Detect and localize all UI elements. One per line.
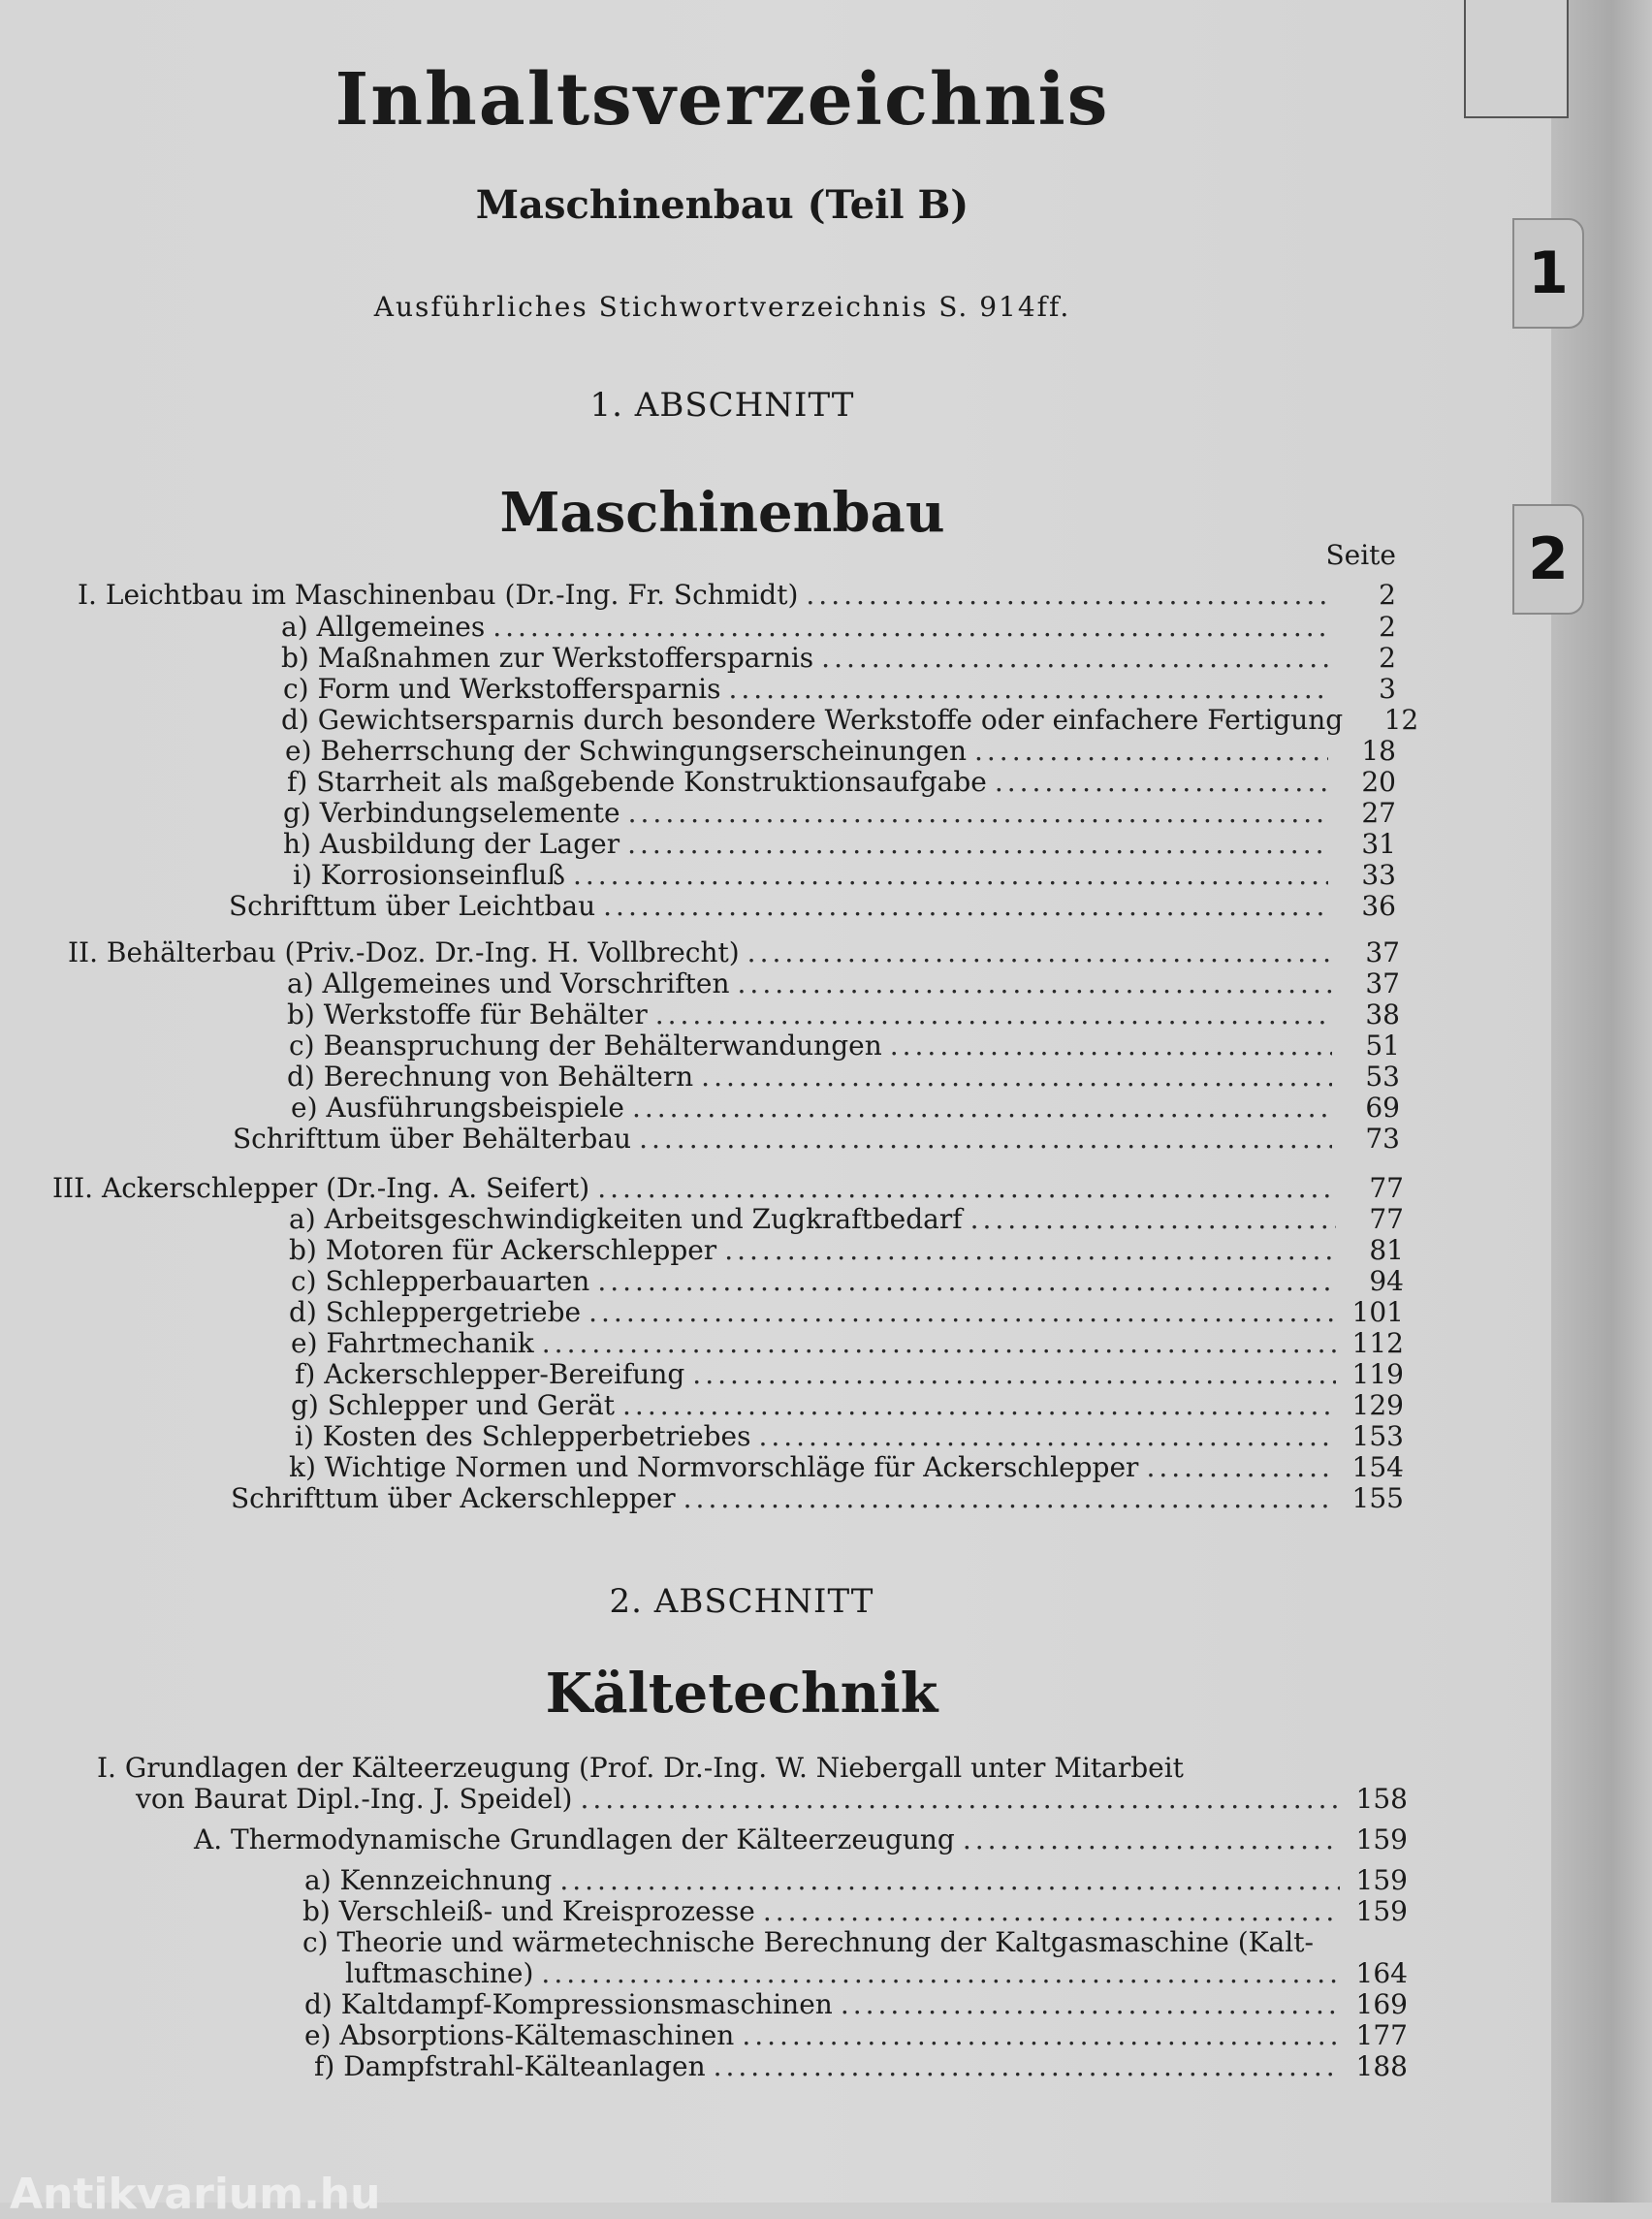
toc-entry-text: I. Leichtbau im Maschinenbau (Dr.-Ing. Fr. Schmidt) [78,579,799,611]
toc-entry-page: 69 [1365,1092,1400,1124]
toc-entry-text: Schrifttum über Ackerschlepper [231,1482,676,1514]
section-2-title: Kältetechnik [545,1662,938,1726]
toc-entry-page: 3 [1379,673,1396,705]
toc-entry-text: g) Schlepper und Gerät [291,1389,616,1421]
leader-dots [995,767,1328,798]
page-corner-box [1464,0,1569,118]
leader-dots [588,1297,1336,1328]
toc-entry-text: c) Schlepperbauarten [291,1265,590,1297]
leader-dots [597,1173,1336,1204]
toc-entry[interactable] [291,1390,1404,1421]
toc-entry-text: b) Werkstoffe für Behälter [287,999,648,1030]
toc-entry-page: 12 [1383,704,1419,736]
toc-entry-text: a) Arbeitsgeschwindigkeiten und Zugkraftbedarf [289,1203,963,1235]
leader-dots [758,1421,1336,1452]
toc-entry[interactable] [293,860,1396,891]
toc-entry[interactable] [68,937,1400,968]
toc-entry-text: e) Beherrschung der Schwingungserscheinungen [285,735,967,767]
thumb-index-tab-2[interactable]: 2 [1512,504,1584,615]
toc-entry[interactable] [314,2051,1408,2082]
toc-entry-text: d) Kaltdampf-Kompressionsmaschinen [304,1988,833,2020]
thumb-index-tab-1[interactable]: 1 [1512,218,1584,329]
leader-dots [806,580,1328,611]
leader-dots [628,798,1328,829]
toc-entry[interactable] [295,1421,1404,1452]
toc-entry[interactable] [289,1235,1404,1266]
toc-entry[interactable] [52,1173,1404,1204]
toc-entry-line: c) Theorie und wärmetechnische Berechnung der Kaltgasmaschine (Kalt- [302,1926,1314,1958]
toc-entry[interactable] [287,999,1400,1030]
toc-entry-text: i) Kosten des Schlepperbetriebes [295,1420,751,1452]
toc-entry[interactable] [287,1062,1400,1093]
leader-dots [597,1266,1336,1297]
toc-entry[interactable] [281,704,1419,736]
toc-entry[interactable] [295,1359,1404,1390]
toc-entry[interactable] [287,968,1400,999]
toc-entry-text: f) Starrheit als maßgebende Konstruktionsaufgabe [287,766,987,798]
toc-entry-page: 18 [1361,735,1396,767]
toc-entry-text: d) Berechnung von Behältern [287,1061,694,1093]
leader-dots [542,1328,1336,1359]
index-note: Ausführliches Stichwortverzeichnis S. 914ff. [373,291,1071,323]
leader-dots [1146,1452,1336,1483]
toc-entry-page: 154 [1351,1451,1404,1483]
toc-entry[interactable] [78,580,1396,611]
toc-entry-page: 164 [1355,1957,1408,1989]
toc-entry-page: 51 [1365,1030,1400,1062]
leader-dots [763,1896,1340,1927]
toc-entry-text: Schrifttum über Leichtbau [229,890,596,922]
toc-entry[interactable] [304,2020,1408,2051]
toc-entry-text: a) Allgemeines und Vorschriften [287,967,730,999]
toc-entry-text: f) Dampfstrahl-Kälteanlagen [314,2050,706,2082]
leader-dots [841,1989,1340,2020]
toc-entry-text: von Baurat Dipl.-Ing. J. Speidel) [136,1783,573,1815]
toc-entry-page: 27 [1361,797,1396,829]
toc-entry-page: 38 [1365,999,1400,1030]
toc-entry[interactable] [283,798,1396,829]
leader-dots [632,1093,1332,1124]
leader-dots [738,968,1332,999]
leader-dots [970,1204,1336,1235]
toc-entry-page: 77 [1369,1203,1404,1235]
toc-entry-text: k) Wichtige Normen und Normvorschläge für Ackerschlepper [289,1451,1139,1483]
toc-entry[interactable] [283,674,1396,705]
toc-entry[interactable] [194,1824,1408,1855]
page-edge [1551,0,1652,2203]
toc-entry-page: 112 [1351,1327,1404,1359]
toc-entry-page: 94 [1369,1265,1404,1297]
toc-entry-text: c) Form und Werkstoffersparnis [283,673,721,705]
toc-entry[interactable] [304,1989,1408,2020]
toc-entry-text: h) Ausbildung der Lager [283,828,620,860]
toc-entry[interactable] [289,1297,1404,1328]
toc-entry-page: 188 [1355,2050,1408,2082]
toc-entry-text: b) Verschleiß- und Kreisprozesse [302,1895,755,1927]
toc-entry-text: III. Ackerschlepper (Dr.-Ing. A. Seifert) [52,1172,590,1204]
toc-entry-page: 2 [1379,642,1396,674]
section-1-title: Maschinenbau [499,481,945,545]
toc-entry-text: e) Fahrtmechanik [291,1327,534,1359]
toc-entry-page: 129 [1351,1389,1404,1421]
leader-dots [655,999,1332,1030]
leader-dots [492,612,1328,643]
leader-dots [622,1390,1336,1421]
toc-entry[interactable] [291,1328,1404,1359]
toc-entry-text: e) Ausführungsbeispiele [291,1092,624,1124]
toc-entry-text: A. Thermodynamische Grundlagen der Kälteerzeugung [194,1823,955,1855]
toc-entry-page: 101 [1351,1296,1404,1328]
toc-entry-page: 33 [1361,859,1396,891]
leader-dots [580,1784,1340,1815]
toc-entry[interactable] [281,643,1396,674]
page-title: Inhaltsverzeichnis [334,58,1110,142]
toc-entry-text: d) Schleppergetriebe [289,1296,582,1328]
leader-dots [742,2020,1340,2051]
section-2-label: 2. ABSCHNITT [609,1582,874,1621]
section-1-label: 1. ABSCHNITT [589,386,855,425]
toc-entry[interactable] [287,767,1396,798]
leader-dots [890,1030,1332,1062]
toc-entry-page: 155 [1351,1482,1404,1514]
toc-entry-page: 169 [1355,1988,1408,2020]
toc-entry-page: 119 [1351,1358,1404,1390]
toc-entry-page: 73 [1365,1123,1400,1155]
leader-dots [701,1062,1332,1093]
toc-entry-page: 37 [1365,936,1400,968]
toc-entry-page: 81 [1369,1234,1404,1266]
leader-dots [603,891,1328,922]
leader-dots [559,1865,1340,1896]
toc-entry-page: 2 [1379,611,1396,643]
toc-entry-page: 159 [1355,1864,1408,1896]
leader-dots [627,829,1328,860]
toc-entry-text: e) Absorptions-Kältemaschinen [304,2019,735,2051]
leader-dots [728,674,1328,705]
toc-entry-page: 37 [1365,967,1400,999]
toc-entry-page: 53 [1365,1061,1400,1093]
toc-entry-text: a) Allgemeines [281,611,486,643]
toc-entry-text: i) Korrosionseinfluß [293,859,565,891]
leader-dots [683,1483,1336,1514]
toc-entry-page: 153 [1351,1420,1404,1452]
toc-entry-page: 177 [1355,2019,1408,2051]
toc-entry[interactable] [291,1093,1400,1124]
leader-dots [639,1124,1332,1155]
toc-entry-line: I. Grundlagen der Kälteerzeugung (Prof. Dr.-Ing. W. Niebergall unter Mitarbeit [97,1752,1184,1784]
toc-entry-page: 20 [1361,766,1396,798]
leader-dots [974,736,1328,767]
toc-entry-text: b) Motoren für Ackerschlepper [289,1234,717,1266]
toc-entry-page: 36 [1361,890,1396,922]
toc-entry[interactable] [289,1452,1404,1483]
toc-entry[interactable] [285,736,1396,767]
seite-header: Seite [1325,539,1396,571]
toc-entry[interactable] [233,1124,1400,1155]
toc-entry[interactable] [281,612,1396,643]
leader-dots [541,1958,1340,1989]
toc-entry-page: 31 [1361,828,1396,860]
toc-entry[interactable] [136,1784,1408,1815]
leader-dots [692,1359,1336,1390]
toc-entry-text: f) Ackerschlepper-Bereifung [295,1358,685,1390]
toc-entry-page: 159 [1355,1823,1408,1855]
toc-entry[interactable] [283,829,1396,860]
leader-dots [714,2051,1340,2082]
toc-entry-page: 77 [1369,1172,1404,1204]
toc-entry[interactable] [304,1865,1408,1896]
toc-entry-page: 159 [1355,1895,1408,1927]
toc-entry-text: b) Maßnahmen zur Werkstoffersparnis [281,642,814,674]
toc-entry[interactable] [229,891,1396,922]
toc-entry-text: g) Verbindungselemente [283,797,620,829]
page-subtitle: Maschinenbau (Teil B) [475,182,969,228]
leader-dots [963,1824,1340,1855]
leader-dots [724,1235,1336,1266]
toc-entry[interactable] [289,1030,1400,1062]
toc-entry-text: II. Behälterbau (Priv.-Doz. Dr.-Ing. H. Vollbrecht) [68,936,740,968]
watermark: Antikvarium.hu [10,2170,381,2219]
toc-entry[interactable] [231,1483,1404,1514]
leader-dots [573,860,1328,891]
toc-entry[interactable] [291,1266,1404,1297]
toc-entry[interactable] [289,1204,1404,1235]
toc-entry[interactable] [345,1958,1408,1989]
toc-entry-text: d) Gewichtsersparnis durch besondere Werkstoffe oder einfachere Fertigung [281,704,1344,736]
leader-dots [821,643,1328,674]
toc-entry-text: luftmaschine) [345,1957,534,1989]
leader-dots [747,937,1332,968]
toc-entry-text: Schrifttum über Behälterbau [233,1123,632,1155]
toc-entry[interactable] [302,1896,1408,1927]
toc-entry-text: c) Beanspruchung der Behälterwandungen [289,1030,882,1062]
toc-entry-page: 2 [1379,579,1396,611]
toc-entry-text: a) Kennzeichnung [304,1864,553,1896]
toc-entry-page: 158 [1355,1783,1408,1815]
